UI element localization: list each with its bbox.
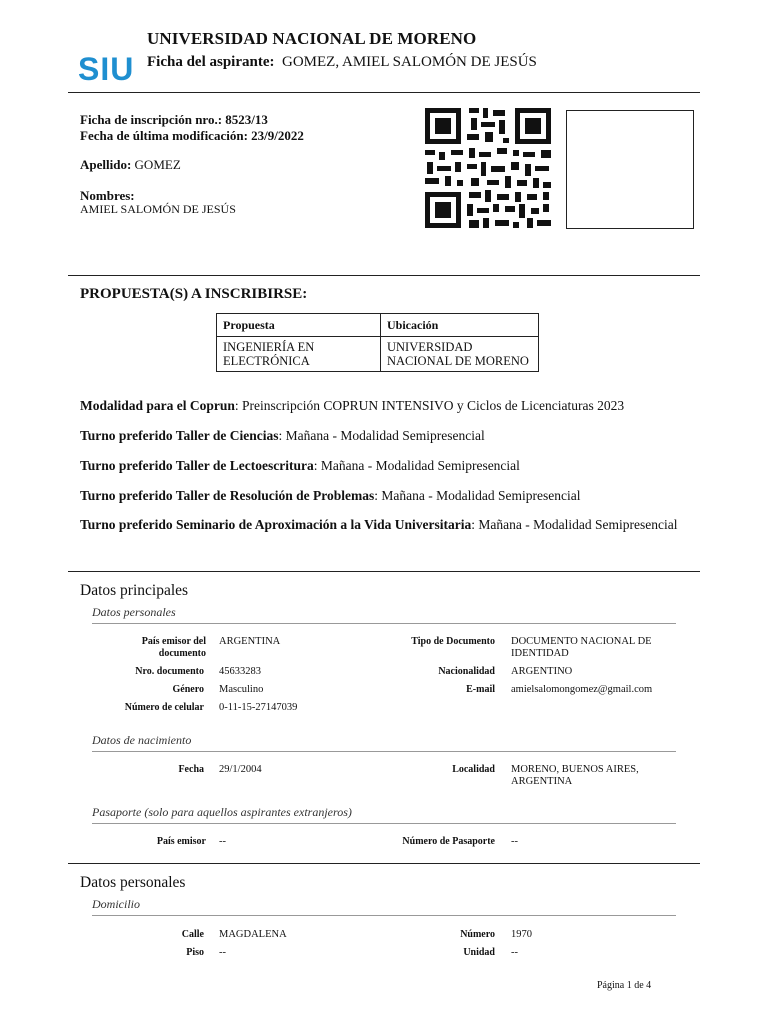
piso-label: Piso <box>186 947 204 958</box>
turno-seminario: Turno preferido Seminario de Aproximación a la Vida Universitaria: Mañana - Modalidad Semipresencial <box>80 517 678 532</box>
table-header-row <box>217 314 539 337</box>
applicant-header-label: Ficha del aspirante: <box>147 54 275 70</box>
propuestas-table <box>216 313 539 372</box>
unidad-label: Unidad <box>463 947 495 958</box>
genero-value: Masculino <box>219 684 264 695</box>
datos-principales-divider <box>68 863 700 864</box>
siu-logo <box>78 52 138 84</box>
subsection-divider <box>92 915 676 916</box>
pas-num-value: -- <box>511 836 518 847</box>
subsection-divider <box>92 751 676 752</box>
applicant-header-name: GOMEZ, AMIEL SALOMÓN DE JESÚS <box>282 54 537 70</box>
tipo-doc-label: Tipo de Documento <box>411 636 495 647</box>
piso-value: -- <box>219 947 226 958</box>
preferencias-divider <box>68 571 700 572</box>
cell-ubicacion: UNIVERSIDAD NACIONAL DE MORENO <box>381 337 539 372</box>
email-label: E-mail <box>466 684 495 695</box>
university-name: UNIVERSIDAD NACIONAL DE MORENO <box>147 29 477 48</box>
email-value: amielsalomongomez@gmail.com <box>511 684 653 695</box>
nro-doc-label: Nro. documento <box>135 666 204 677</box>
nacionalidad-value: ARGENTINO <box>511 666 573 677</box>
pas-pais-label: País emisor <box>156 836 206 847</box>
siu-logo-text: SIU <box>78 52 135 84</box>
turno-resolucion: Turno preferido Taller de Resolución de Problemas: Mañana - Modalidad Semipresencial <box>80 488 581 503</box>
datos-personales-subtitle: Datos personales <box>92 605 176 619</box>
pais-emisor-label: País emisor del documento <box>141 636 206 659</box>
domicilio-subtitle: Domicilio <box>92 897 140 911</box>
pasaporte-subtitle: Pasaporte (solo para aquellos aspirantes extranjeros) <box>92 805 352 819</box>
tipo-doc-value: DOCUMENTO NACIONAL DE IDENTIDAD <box>511 636 652 659</box>
celular-value: 0-11-15-27147039 <box>219 702 298 713</box>
header-divider <box>68 92 700 93</box>
numero-label: Número <box>460 929 495 940</box>
pas-pais-value: -- <box>219 836 226 847</box>
page-number: Página 1 de 4 <box>597 980 652 991</box>
last-modified: Fecha de última modificación: 23/9/2022 <box>80 128 304 143</box>
applicant-header <box>147 54 537 71</box>
subsection-divider <box>92 823 676 824</box>
nacimiento-subtitle: Datos de nacimiento <box>92 733 192 747</box>
propuestas-title: PROPUESTA(S) A INSCRIBIRSE: <box>80 286 308 302</box>
table-row <box>217 337 539 372</box>
localidad-value: MORENO, BUENOS AIRES, ARGENTINA <box>511 764 639 787</box>
modalidad-coprun: Modalidad para el Coprun: Preinscripción COPRUN INTENSIVO y Ciclos de Licenciaturas 2023 <box>80 398 625 413</box>
fecha-value: 29/1/2004 <box>219 764 262 775</box>
qr-code <box>423 106 553 232</box>
pais-emisor-value: ARGENTINA <box>219 636 281 647</box>
col-ubicacion: Ubicación <box>381 314 539 337</box>
photo-placeholder <box>566 110 694 229</box>
fecha-label: Fecha <box>178 764 204 775</box>
nro-doc-value: 45633283 <box>219 666 261 677</box>
nombres-label: Nombres: <box>80 188 135 203</box>
apellido: Apellido: GOMEZ <box>80 157 181 172</box>
info-divider <box>68 275 700 276</box>
unidad-value: -- <box>511 947 518 958</box>
localidad-label: Localidad <box>452 764 495 775</box>
subsection-divider <box>92 623 676 624</box>
col-propuesta: Propuesta <box>217 314 381 337</box>
calle-label: Calle <box>181 929 204 940</box>
numero-value: 1970 <box>511 929 532 940</box>
celular-label: Número de celular <box>124 702 204 713</box>
pas-num-label: Número de Pasaporte <box>402 836 495 847</box>
genero-label: Género <box>172 684 204 695</box>
turno-lectoescritura: Turno preferido Taller de Lectoescritura: Mañana - Modalidad Semipresencial <box>80 458 520 473</box>
nacionalidad-label: Nacionalidad <box>438 666 495 677</box>
nombres-value: AMIEL SALOMÓN DE JESÚS <box>80 202 236 216</box>
inscripcion-number: Ficha de inscripción nro.: 8523/13 <box>80 112 268 127</box>
turno-ciencias: Turno preferido Taller de Ciencias: Mañana - Modalidad Semipresencial <box>80 428 485 443</box>
datos-principales-title: Datos principales <box>80 582 189 599</box>
cell-propuesta: INGENIERÍA EN ELECTRÓNICA <box>217 337 381 372</box>
datos-personales-title: Datos personales <box>80 874 186 891</box>
calle-value: MAGDALENA <box>219 929 287 940</box>
